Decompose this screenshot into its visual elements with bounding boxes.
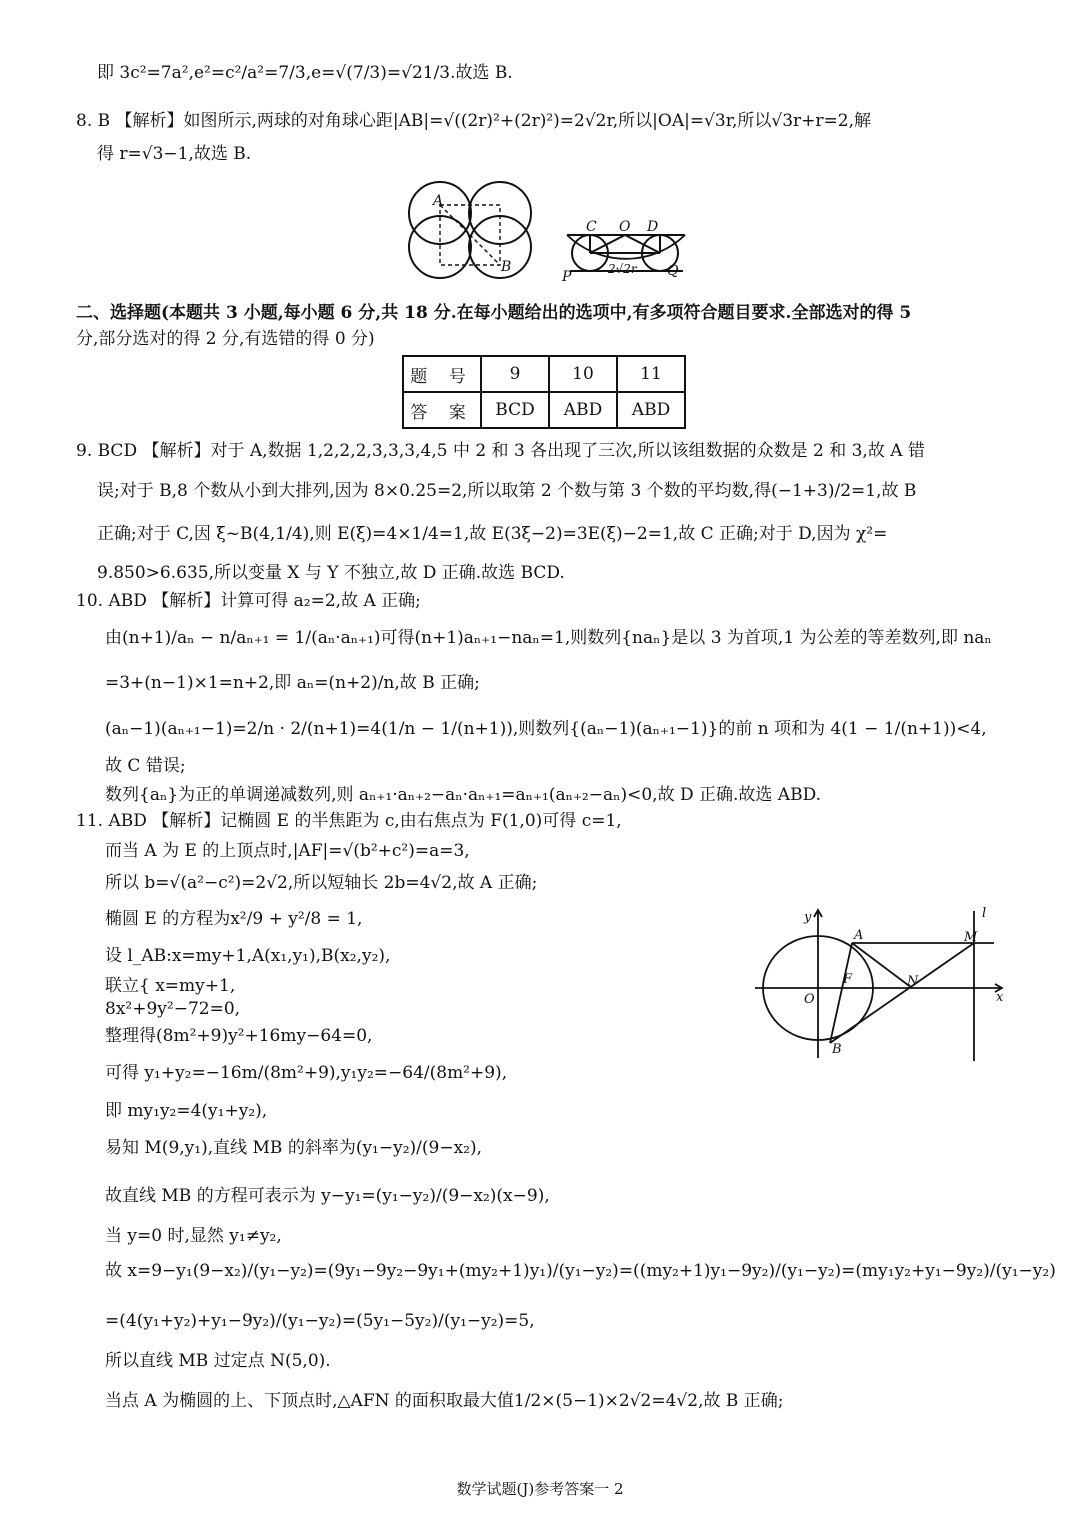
text-line: 故 x=9−y₁(9−x₂)/(y₁−y₂)=(9y₁−9y₂−9y₁+(my₂+1)y₁)/(y₁−y₂)=((my₂+1)y₁−9y₂)/(y₁−y₂)=(my₁y₂+y₁−9y₂)/(y₁−y₂) bbox=[105, 1261, 1056, 1281]
text-line: 当点 A 为椭圆的上、下顶点时,△AFN 的面积取最大值1/2×(5−1)×2√2=4√2,故 B 正确; bbox=[105, 1391, 784, 1411]
text-line: 8x²+9y²−72=0, bbox=[105, 999, 241, 1019]
label: O bbox=[619, 219, 631, 235]
text-line: 故直线 MB 的方程可表示为 y−y₁=(y₁−y₂)/(9−x₂)(x−9), bbox=[105, 1186, 550, 1206]
text-line: 当 y=0 时,显然 y₁≠y₂, bbox=[105, 1226, 282, 1246]
label: A bbox=[433, 193, 444, 209]
label: B bbox=[832, 1042, 842, 1057]
label: D bbox=[647, 219, 659, 235]
text-line: 8. B 【解析】如图所示,两球的对角球心距|AB|=√((2r)²+(2r)²)=2√2r,所以|OA|=√3r,所以√3r+r=2,解 bbox=[76, 111, 871, 131]
text-line: 所以直线 MB 过定点 N(5,0). bbox=[105, 1351, 331, 1371]
figure-q8 bbox=[405, 175, 695, 290]
label: y bbox=[804, 910, 812, 925]
text-line: 即 my₁y₂=4(y₁+y₂), bbox=[105, 1101, 268, 1121]
text-line: 椭圆 E 的方程为x²/9 + y²/8 = 1, bbox=[105, 909, 363, 929]
text-line: =(4(y₁+y₂)+y₁−9y₂)/(y₁−y₂)=(5y₁−5y₂)/(y₁−y₂)=5, bbox=[105, 1311, 535, 1331]
section-heading: 二、选择题(本题共 3 小题,每小题 6 分,共 18 分.在每小题给出的选项中,有多项符合题目要求.全部选对的得 5 bbox=[76, 303, 912, 323]
text-line: 设 l_AB:x=my+1,A(x₁,y₁),B(x₂,y₂), bbox=[105, 946, 391, 966]
table-cell: 9 bbox=[481, 356, 549, 392]
text-line: 所以 b=√(a²−c²)=2√2,所以短轴长 2b=4√2,故 A 正确; bbox=[105, 873, 538, 893]
text-line: =3+(n−1)×1=n+2,即 aₙ=(n+2)/n,故 B 正确; bbox=[105, 673, 480, 693]
text-line: 误;对于 B,8 个数从小到大排列,因为 8×0.25=2,所以取第 2 个数与第 3 个数的平均数,得(−1+3)/2=1,故 B bbox=[97, 481, 917, 501]
label: M bbox=[964, 930, 978, 945]
label: Q bbox=[667, 263, 679, 279]
label: A bbox=[854, 928, 864, 943]
text-line: 联立{ x=my+1, bbox=[105, 976, 236, 996]
table-cell: 11 bbox=[617, 356, 685, 392]
text-line: 数列{aₙ}为正的单调递减数列,则 aₙ₊₁·aₙ₊₂−aₙ·aₙ₊₁=aₙ₊₁(aₙ₊₂−aₙ)<0,故 D 正确.故选 ABD. bbox=[105, 785, 822, 805]
label: B bbox=[501, 259, 512, 275]
table-header-label: 答 案 bbox=[403, 392, 481, 428]
text-line: (aₙ−1)(aₙ₊₁−1)=2/n · 2/(n+1)=4(1/n − 1/(n+1)),则数列{(aₙ−1)(aₙ₊₁−1)}的前 n 项和为 4(1 − 1/(n+1))<4, bbox=[105, 719, 987, 739]
figure-q11 bbox=[752, 903, 1012, 1063]
text-line: 9. BCD 【解析】对于 A,数据 1,2,2,2,3,3,3,4,5 中 2 和 3 各出现了三次,所以该组数据的众数是 2 和 3,故 A 错 bbox=[76, 441, 925, 461]
text-line: 故 C 错误; bbox=[105, 756, 186, 776]
label: O bbox=[804, 992, 815, 1007]
table-cell: 10 bbox=[549, 356, 617, 392]
text-line: 得 r=√3−1,故选 B. bbox=[97, 144, 252, 164]
table-cell: ABD bbox=[617, 392, 685, 428]
text-line: 而当 A 为 E 的上顶点时,|AF|=√(b²+c²)=a=3, bbox=[105, 841, 470, 861]
label: F bbox=[843, 972, 853, 987]
text-line: 9.850>6.635,所以变量 X 与 Y 不独立,故 D 正确.故选 BCD. bbox=[97, 563, 565, 583]
text-line: 11. ABD 【解析】记椭圆 E 的半焦距为 c,由右焦点为 F(1,0)可得 c=1, bbox=[76, 811, 622, 831]
table-cell: BCD bbox=[481, 392, 549, 428]
text-line: 10. ABD 【解析】计算可得 a₂=2,故 A 正确; bbox=[76, 591, 421, 611]
text-line: 易知 M(9,y₁),直线 MB 的斜率为(y₁−y₂)/(9−x₂), bbox=[105, 1138, 483, 1158]
label: N bbox=[907, 974, 919, 989]
text-line: 由(n+1)/aₙ − n/aₙ₊₁ = 1/(aₙ·aₙ₊₁)可得(n+1)aₙ₊₁−naₙ=1,则数列{naₙ}是以 3 为首项,1 为公差的等差数列,即 naₙ bbox=[105, 628, 992, 648]
label: 2√2r bbox=[608, 262, 637, 276]
text-line: 可得 y₁+y₂=−16m/(8m²+9),y₁y₂=−64/(8m²+9), bbox=[105, 1063, 508, 1083]
label: x bbox=[996, 990, 1004, 1005]
text-line: 正确;对于 C,因 ξ~B(4,1/4),则 E(ξ)=4×1/4=1,故 E(3ξ−2)=3E(ξ)−2=1,故 C 正确;对于 D,因为 χ²= bbox=[97, 524, 888, 544]
text-line: 即 3c²=7a²,e²=c²/a²=7/3,e=√(7/3)=√21/3.故选 B. bbox=[97, 63, 513, 83]
text-line: 分,部分选对的得 2 分,有选错的得 0 分) bbox=[76, 329, 375, 349]
answer-table bbox=[402, 355, 686, 429]
label: l bbox=[982, 906, 987, 921]
table-cell: ABD bbox=[549, 392, 617, 428]
label: P bbox=[562, 269, 572, 285]
text-line: 整理得(8m²+9)y²+16my−64=0, bbox=[105, 1026, 373, 1046]
page-footer: 数学试题(J)参考答案一 2 bbox=[456, 1480, 624, 1498]
table-header-label: 题 号 bbox=[403, 356, 481, 392]
label: C bbox=[586, 219, 597, 235]
